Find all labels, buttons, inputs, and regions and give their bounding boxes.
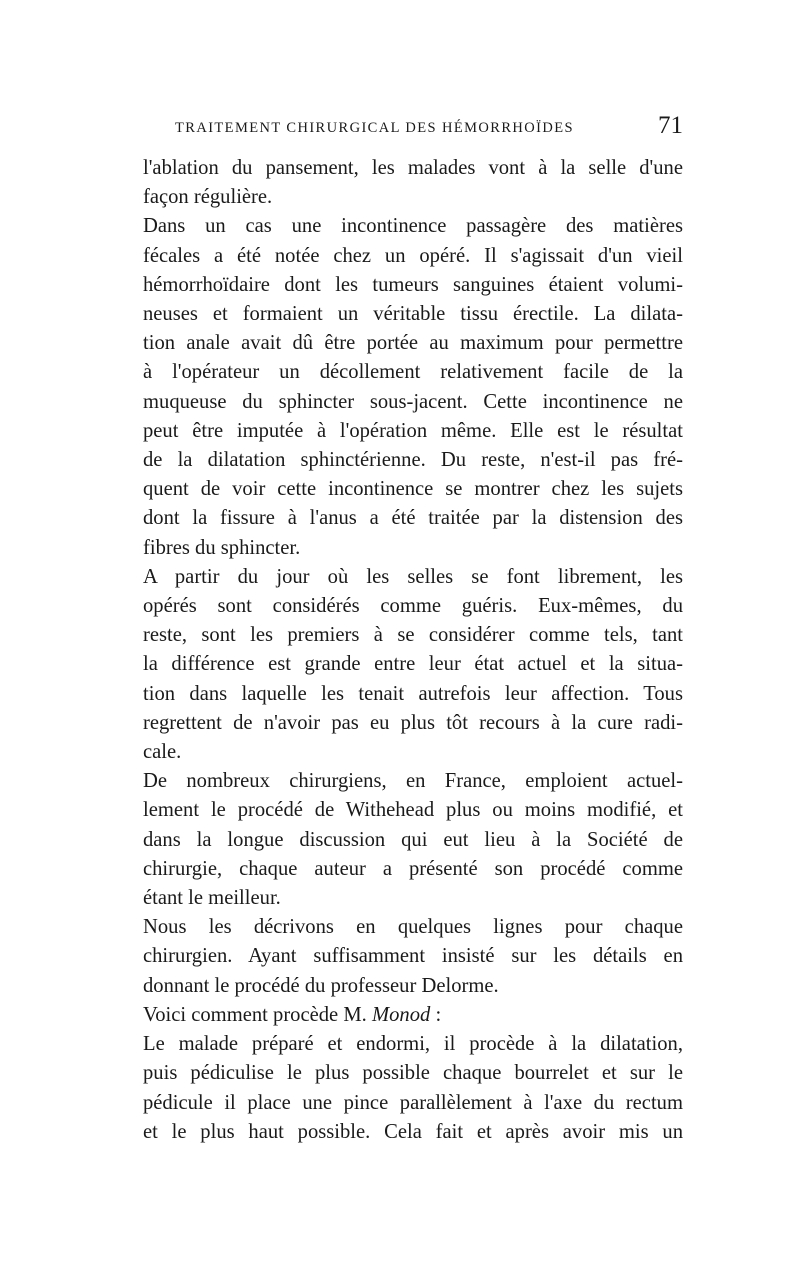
author-name-italic: Monod [371, 1003, 431, 1026]
text-line: quent de voir cette incontinence se montrer chez les sujets [143, 478, 683, 501]
text-line: à l'opérateur un décollement relativement facile de la [143, 361, 683, 384]
text-line: donnant le procédé du professeur Delorme. [143, 974, 499, 997]
text-line: peut être imputée à l'opération même. Elle est le résultat [143, 419, 683, 442]
text-line: tion dans laquelle les tenait autrefois leur affection. Tous [143, 682, 683, 705]
text-line [143, 1001, 683, 1030]
text-line: chirurgie, chaque auteur a présenté son procédé comme [143, 857, 683, 880]
text-line: étant le meilleur. [143, 887, 281, 910]
text-line: dans la longue discussion qui eut lieu à la Société de [143, 828, 683, 851]
text-line: A partir du jour où les selles se font librement, les [143, 565, 683, 588]
text-line: dont la fissure à l'anus a été traitée par la distension des [143, 507, 683, 530]
text-line: fibres du sphincter. [143, 536, 301, 559]
text-line: neuses et formaient un véritable tissu érectile. La dilata- [143, 303, 683, 326]
text-line: l'ablation du pansement, les malades vont à la selle d'une [143, 157, 683, 179]
text-line: Nous les décrivons en quelques lignes pour chaque [143, 916, 683, 939]
text-line: muqueuse du sphincter sous-jacent. Cette incontinence ne [143, 390, 683, 413]
page-header [143, 112, 683, 142]
text-line: chirurgien. Ayant suffisamment insisté sur les détails en [143, 945, 683, 968]
text-line: fécales a été notée chez un opéré. Il s'agissait d'un vieil [143, 244, 683, 267]
text-line: lement le procédé de Withehead plus ou moins modifié, et [143, 799, 683, 822]
text-line: De nombreux chirurgiens, en France, emploient actuel- [143, 770, 683, 793]
page-number: 71 [658, 112, 683, 139]
text-line: tion anale avait dû être portée au maximum pour permettre [143, 332, 683, 355]
text-line: hémorrhoïdaire dont les tumeurs sanguines étaient volumi- [143, 273, 683, 296]
text-line-start: Voici comment procède M. [143, 1003, 372, 1026]
text-line: puis pédiculise le plus possible chaque bourrelet et sur le [143, 1062, 683, 1085]
text-line: reste, sont les premiers à se considérer comme tels, tant [143, 624, 683, 647]
text-line: la différence est grande entre leur état actuel et la situa- [143, 653, 683, 676]
text-line: Dans un cas une incontinence passagère des matières [143, 215, 683, 238]
text-line: de la dilatation sphinctérienne. Du reste, n'est-il pas fré- [143, 449, 683, 472]
running-head: TRAITEMENT CHIRURGICAL DES HÉMORRHOÏDES [175, 120, 574, 136]
text-line: façon régulière. [143, 186, 273, 209]
text-line: regrettent de n'avoir pas eu plus tôt recours à la cure radi- [143, 711, 683, 734]
text-line: opérés sont considérés comme guéris. Eux-mêmes, du [143, 595, 683, 618]
body-text [143, 154, 683, 1147]
text-line: Le malade préparé et endormi, il procède à la dilatation, [143, 1033, 683, 1056]
text-line: et le plus haut possible. Cela fait et après avoir mis un [143, 1120, 683, 1143]
text-line: pédicule il place une pince parallèlement à l'axe du rectum [143, 1091, 683, 1114]
text-line-end: : [430, 1003, 442, 1026]
text-line: cale. [143, 741, 182, 764]
